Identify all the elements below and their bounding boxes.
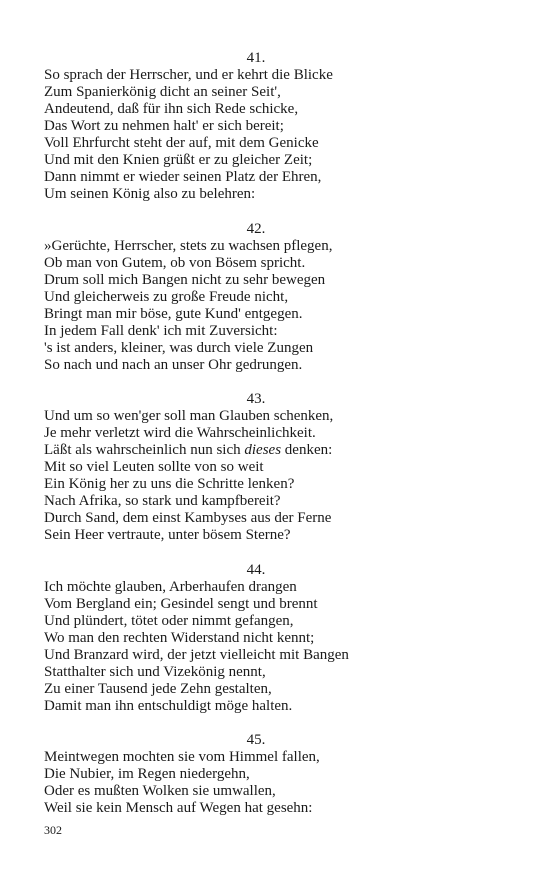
verse-line: Andeutend, daß für ihn sich Rede schicke,	[44, 101, 299, 117]
verse-line: Und mit den Knien grüßt er zu gleicher Zeit;	[44, 152, 313, 168]
verse-line: Vom Bergland ein; Gesindel sengt und brennt	[44, 595, 318, 612]
verse-line: Meintwegen mochten sie vom Himmel fallen,	[44, 749, 320, 765]
verse-line-text: Läßt als wahrscheinlich nun sich	[44, 442, 245, 458]
verse-line: Die Nubier, im Regen niedergehn,	[44, 766, 250, 782]
verse-line: Wo man den rechten Widerstand nicht kennt;	[44, 629, 315, 646]
verse-line: Weil sie kein Mensch auf Wegen hat gesehn:	[44, 800, 313, 816]
verse-line: Und um so wen'ger soll man Glauben schenken,	[44, 408, 334, 424]
verse-line: Durch Sand, dem einst Kambyses aus der Ferne	[44, 510, 332, 526]
verse-line: Mit so viel Leuten sollte von so weit	[44, 459, 264, 475]
stanza	[44, 732, 468, 817]
verse-line: So sprach der Herrscher, und er kehrt die Blicke	[44, 67, 333, 83]
page-number: 302	[44, 823, 62, 837]
emphasized-word: dieses	[244, 442, 282, 458]
verse-line: Drum soll mich Bangen nicht zu sehr bewegen	[44, 271, 326, 288]
verse-line: Dann nimmt er wieder seinen Platz der Ehren,	[44, 169, 322, 185]
verse-line	[44, 442, 468, 459]
stanza	[44, 391, 468, 544]
stanza	[44, 562, 468, 715]
poem-text	[44, 50, 468, 835]
stanza-number: 42.	[246, 220, 266, 237]
verse-line: So nach und nach an unser Ohr gedrungen.	[44, 356, 303, 373]
verse-line: Bringt man mir böse, gute Kund' entgegen.	[44, 305, 303, 322]
verse-line: Oder es mußten Wolken sie umwallen,	[44, 783, 276, 799]
verse-line: Zum Spanierkönig dicht an seiner Seit',	[44, 84, 281, 100]
verse-line: Ein König her zu uns die Schritte lenken?	[44, 476, 295, 492]
verse-line: Damit man ihn entschuldigt möge halten.	[44, 697, 293, 714]
verse-line: Statthalter sich und Vizekönig nennt,	[44, 663, 266, 680]
verse-line: »Gerüchte, Herrscher, stets zu wachsen pflegen,	[44, 237, 333, 254]
verse-line-text: denken:	[281, 442, 333, 458]
stanza	[44, 221, 468, 374]
verse-line: Und plündert, tötet oder nimmt gefangen,	[44, 612, 294, 629]
verse-line: 's ist anders, kleiner, was durch viele Zungen	[44, 339, 314, 356]
verse-line: Das Wort zu nehmen halt' er sich bereit;	[44, 118, 284, 134]
stanza-number: 43.	[246, 391, 266, 407]
stanza-number: 41.	[246, 50, 266, 66]
verse-line: Und gleicherweis zu große Freude nicht,	[44, 288, 289, 305]
verse-line: Nach Afrika, so stark und kampfbereit?	[44, 493, 281, 509]
stanza-number: 44.	[246, 561, 266, 578]
verse-line: Voll Ehrfurcht steht der auf, mit dem Genicke	[44, 135, 319, 151]
verse-line: Ob man von Gutem, ob von Bösem spricht.	[44, 254, 306, 271]
verse-line: Um seinen König also zu belehren:	[44, 186, 256, 202]
verse-line: Je mehr verletzt wird die Wahrscheinlichkeit.	[44, 425, 316, 441]
verse-line: Ich möchte glauben, Arberhaufen drangen	[44, 578, 297, 595]
verse-line: Zu einer Tausend jede Zehn gestalten,	[44, 680, 272, 697]
stanza-number: 45.	[246, 732, 266, 748]
verse-line: In jedem Fall denk' ich mit Zuversicht:	[44, 322, 278, 339]
verse-line: Sein Heer vertraute, unter bösem Sterne?	[44, 527, 291, 543]
verse-line: Und Branzard wird, der jetzt vielleicht mit Bangen	[44, 646, 349, 663]
stanza	[44, 50, 468, 203]
